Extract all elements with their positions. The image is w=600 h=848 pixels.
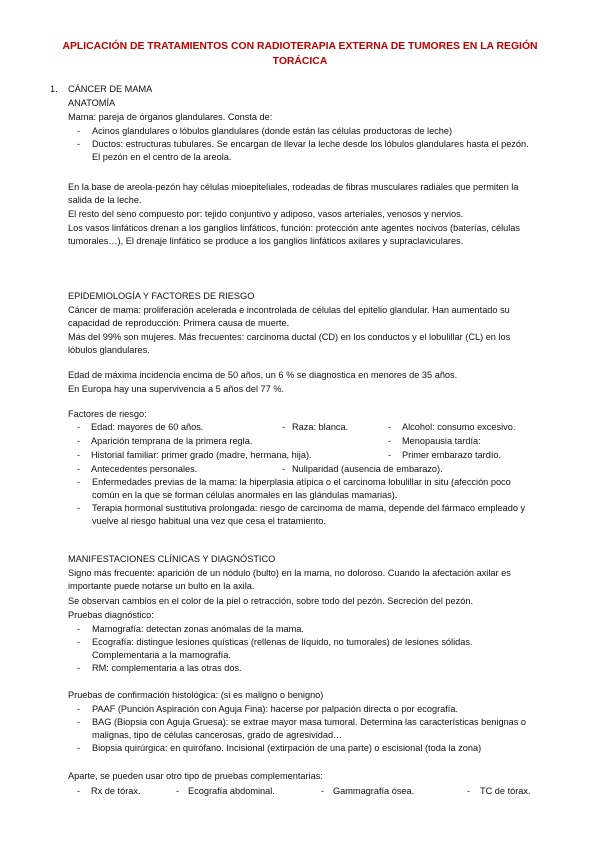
anatomy-paragraph: En la base de areola-pezón hay células mioepiteliales, rodeadas de fibras musculares radiales que permiten la salida de la leche. (68, 182, 519, 205)
dash-bullet: - (77, 637, 81, 647)
list-item-text: Ecografía: distingue lesiones quísticas (rellenas de líquido, no tumorales) de lesiones sólidas. Complementaria a la mamografía. (92, 637, 473, 660)
list-item-text: BAG (Biopsia con Aguja Gruesa): se extrae mayor masa tumoral. Determina las características benignas o malignas, tipo de células cancerosas, grado de agresividad… (92, 717, 527, 740)
section-number: 1. (50, 84, 58, 94)
list-item (68, 502, 532, 528)
dash-bullet: - (77, 139, 81, 149)
other-test: Ecografía abdominal. (188, 786, 275, 796)
list-item-text: Biopsia quirúrgica: en quirófano. Incisional (extirpación de una parte) o escisional (toda la zona) (92, 743, 482, 753)
anatomy-list (68, 125, 538, 164)
dash-bullet: - (321, 786, 325, 796)
manifestations-heading: MANIFESTACIONES CLÍNICAS Y DIAGNÓSTICO (68, 554, 276, 564)
dash-bullet: - (467, 786, 471, 796)
dash-bullet: - (77, 464, 81, 474)
list-item (68, 662, 532, 675)
tests-list (68, 623, 532, 675)
document-title: APLICACIÓN DE TRATAMIENTOS CON RADIOTERAPIA EXTERNA DE TUMORES EN LA REGIÓN TORÁCICA (62, 41, 538, 67)
list-item (68, 636, 532, 662)
list-item-text: Enfermedades previas de la mama: la hiperplasia atípica o el carcinoma lobulillar in situ (afección poco común en la que se forman células anormales en las glándulas mamarias). (92, 477, 511, 500)
risk-factor: Primer embarazo tardío. (402, 450, 502, 460)
anatomy-paragraph: El resto del seno compuesto por: tejido conjuntivo y adiposo, vasos arteriales, venosos y nervios. (68, 209, 464, 219)
dash-bullet: - (176, 786, 180, 796)
epidemiology-paragraph: Edad de máxima incidencia encima de 50 años, un 6 % se diagnostica en menores de 35 años. (68, 370, 458, 380)
list-item (68, 138, 538, 164)
list-item (68, 476, 532, 502)
other-test: Gammagrafía ósea. (333, 786, 415, 796)
list-item-text: Terapia hormonal sustitutiva prolongada: riesgo de carcinoma de mama, depende del fármaco empleado y vuelve al riesgo habitual una vez que cesa el tratamiento. (92, 503, 526, 526)
list-item-text: Mamografía: detectan zonas anómalas de la mama. (92, 624, 304, 634)
other-test: TC de tórax. (480, 786, 531, 796)
dash-bullet: - (77, 786, 81, 796)
dash-bullet: - (282, 464, 286, 474)
risk-factor: Raza: blanca. (292, 422, 349, 432)
epidemiology-paragraph: Más del 99% son mujeres. Más frecuentes: carcinoma ductal (CD) en los conductos y el lobulillar (CL) en los lóbulos glandulares. (68, 332, 511, 355)
anatomy-intro: Mama: pareja de órganos glandulares. Consta de: (68, 112, 273, 122)
list-item (68, 125, 538, 138)
dash-bullet: - (77, 477, 81, 487)
epidemiology-paragraph: En Europa hay una supervivencia a 5 años del 77 %. (68, 384, 285, 394)
dash-bullet: - (282, 422, 286, 432)
risk-factor: Edad: mayores de 60 años. (91, 422, 204, 432)
list-item (68, 716, 546, 742)
dash-bullet: - (77, 450, 81, 460)
histology-list (68, 703, 546, 755)
dash-bullet: - (77, 126, 81, 136)
section-heading: CÁNCER DE MAMA (68, 84, 153, 94)
anatomy-heading: ANATOMÍA (68, 98, 116, 108)
list-item (68, 703, 546, 716)
tests-intro: Pruebas diagnóstico: (68, 610, 154, 620)
dash-bullet: - (77, 663, 81, 673)
list-item (68, 742, 546, 755)
risk-factor: Alcohol: consumo excesivo. (402, 422, 516, 432)
risk-factor: Antecedentes personales. (91, 464, 198, 474)
epidemiology-paragraph: Cáncer de mama: proliferación acelerada e incontrolada de células del epitelio glandular. Han aumentado su capacidad de reproducción. Primera causa de muerte. (68, 305, 510, 328)
risk-factor: Aparición temprana de la primera regla. (91, 436, 253, 446)
manifestations-paragraph: Signo más frecuente: aparición de un nódulo (bulto) en la mama, no doloroso. Cuando la afectación axilar es importante puede notarse un bulto en la axila. (68, 568, 511, 591)
other-tests-intro: Aparte, se pueden usar otro tipo de pruebas complementarias: (68, 771, 323, 781)
dash-bullet: - (77, 743, 81, 753)
dash-bullet: - (77, 704, 81, 714)
list-item (68, 623, 532, 636)
anatomy-paragraph: Los vasos linfáticos drenan a los ganglios linfáticos, función: protección ante agentes nocivos (baterías, células tumorales…), El drenaje linfático se produce a los ganglios linfáticos axilares y supraclaviculares. (68, 223, 520, 246)
histology-intro: Pruebas de confirmación histológica: (si es maligno o benigno) (68, 690, 324, 700)
dash-bullet: - (388, 422, 392, 432)
risk-factor: Historial familiar: primer grado (madre, hermana, hija). (91, 450, 312, 460)
dash-bullet: - (77, 624, 81, 634)
other-test: Rx de tórax. (91, 786, 141, 796)
list-item-text: RM: complementaria a las otras dos. (92, 663, 242, 673)
dash-bullet: - (77, 436, 81, 446)
dash-bullet: - (388, 436, 392, 446)
dash-bullet: - (77, 503, 81, 513)
dash-bullet: - (77, 422, 81, 432)
risk-factor: Nuliparidad (ausencia de embarazo). (292, 464, 443, 474)
dash-bullet: - (388, 450, 392, 460)
risk-list (68, 476, 532, 528)
dash-bullet: - (77, 717, 81, 727)
list-item-text: PAAF (Punción Aspiración con Aguja Fina): hacerse por palpación directa o por ecografía. (92, 704, 459, 714)
risk-factors-intro: Factores de riesgo: (68, 409, 147, 419)
manifestations-paragraph: Se observan cambios en el color de la piel o retracción, sobre todo del pezón. Secreción del pezón. (68, 596, 474, 606)
list-item-text: Ductos: estructuras tubulares. Se encargan de llevar la leche desde los lóbulos glandulares hasta el pezón. El pezón en el centro de la areola. (92, 139, 529, 162)
epidemiology-heading: EPIDEMIOLOGÍA Y FACTORES DE RIESGO (68, 291, 255, 301)
list-item-text: Acinos glandulares o lóbulos glandulares (donde están las células productoras de leche) (92, 126, 453, 136)
risk-factor: Menopausia tardía: (402, 436, 481, 446)
